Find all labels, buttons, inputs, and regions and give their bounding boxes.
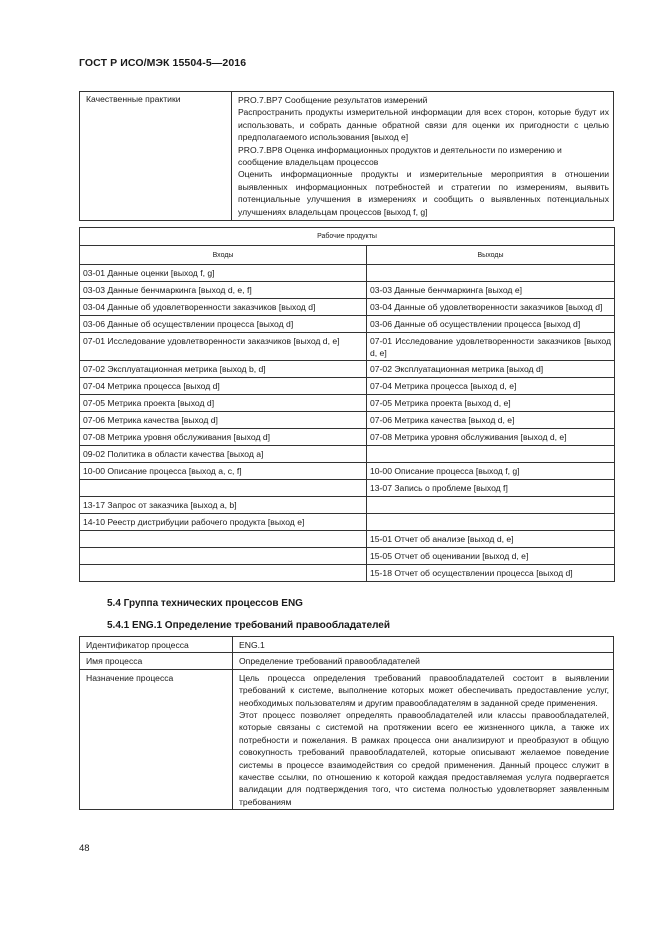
work-product-row [80, 316, 615, 333]
input-cell: 14-10 Реестр дистрибуции рабочего продукта [выход e] [80, 513, 367, 530]
work-product-row [80, 265, 615, 282]
input-cell: 13-17 Запрос от заказчика [выход a, b] [80, 496, 367, 513]
work-product-row [80, 394, 615, 411]
output-cell: 07-04 Метрика процесса [выход d, e] [367, 377, 615, 394]
input-cell: 07-05 Метрика проекта [выход d] [80, 394, 367, 411]
input-cell [80, 479, 367, 496]
practice-bp7-title: PRO.7.BP7 Сообщение результатов измерений [238, 95, 428, 105]
process-table [79, 636, 614, 810]
input-cell: 03-04 Данные об удовлетворенности заказчиков [выход d] [80, 299, 367, 316]
practice-bp7-text: Распространить продукты измерительной информации для всех сторон, которые будут их использовать, и собрать данные обратной связи для оценки их пригодности с целью предполагаемого использования [выход e] [238, 107, 609, 143]
work-product-row [80, 377, 615, 394]
practices-table [79, 91, 614, 221]
output-cell [367, 496, 615, 513]
work-products-caption: Рабочие продукты [80, 228, 615, 246]
process-name-label: Имя процесса [80, 653, 233, 669]
work-product-row [80, 530, 615, 547]
output-cell: 03-04 Данные об удовлетворенности заказчиков [выход d] [367, 299, 615, 316]
output-cell: 07-06 Метрика качества [выход d, e] [367, 411, 615, 428]
output-cell [367, 265, 615, 282]
work-product-row [80, 479, 615, 496]
document-header: ГОСТ Р ИСО/МЭК 15504-5—2016 [79, 57, 247, 69]
input-cell: 03-01 Данные оценки [выход f, g] [80, 265, 367, 282]
output-cell: 07-02 Эксплуатационная метрика [выход d] [367, 360, 615, 377]
output-cell: 07-05 Метрика проекта [выход d, e] [367, 394, 615, 411]
output-cell: 13-07 Запись о проблеме [выход f] [367, 479, 615, 496]
work-product-row [80, 411, 615, 428]
section-heading-5-4: 5.4 Группа технических процессов ENG [107, 598, 303, 609]
practices-content [232, 92, 614, 221]
process-name-value: Определение требований правообладателей [233, 653, 614, 669]
output-cell: 15-01 Отчет об анализе [выход d, e] [367, 530, 615, 547]
page-number: 48 [79, 843, 90, 854]
work-product-row [80, 513, 615, 530]
work-product-row [80, 462, 615, 479]
output-cell [367, 445, 615, 462]
input-cell [80, 564, 367, 581]
input-cell: 03-06 Данные об осуществлении процесса [выход d] [80, 316, 367, 333]
work-products-body [80, 265, 615, 582]
work-products-table [79, 227, 615, 582]
output-cell: 03-06 Данные об осуществлении процесса [выход d] [367, 316, 615, 333]
input-cell: 07-02 Эксплуатационная метрика [выход b, d] [80, 360, 367, 377]
work-product-row [80, 282, 615, 299]
practice-bp8-text: Оценить информационные продукты и измерительные мероприятия в отношении выявленных информационных потребностей и стратегии по измерениям, выявить потенциальные улучшения в измерениях и сообщить о выявленных потенциальных улучшениях владельцам процессов [выход f, g] [238, 169, 609, 217]
output-cell: 07-01 Исследование удовлетворенности заказчиков [выход d, e] [367, 333, 615, 361]
inputs-header: Входы [80, 246, 367, 265]
output-cell [367, 513, 615, 530]
practices-label: Качественные практики [80, 92, 232, 221]
input-cell: 07-08 Метрика уровня обслуживания [выход d] [80, 428, 367, 445]
work-product-row [80, 333, 615, 361]
output-cell: 10-00 Описание процесса [выход f, g] [367, 462, 615, 479]
work-product-row [80, 547, 615, 564]
process-purpose-content [233, 669, 614, 809]
work-product-row [80, 299, 615, 316]
input-cell: 07-06 Метрика качества [выход d] [80, 411, 367, 428]
outputs-header: Выходы [367, 246, 615, 265]
output-cell: 15-05 Отчет об оценивании [выход d, e] [367, 547, 615, 564]
output-cell: 03-03 Данные бенчмаркинга [выход e] [367, 282, 615, 299]
work-product-row [80, 428, 615, 445]
work-product-row [80, 445, 615, 462]
input-cell [80, 547, 367, 564]
input-cell: 07-04 Метрика процесса [выход d] [80, 377, 367, 394]
work-product-row [80, 496, 615, 513]
output-cell: 07-08 Метрика уровня обслуживания [выход d, e] [367, 428, 615, 445]
output-cell: 15-18 Отчет об осуществлении процесса [выход d] [367, 564, 615, 581]
input-cell [80, 530, 367, 547]
purpose-paragraph-2: Этот процесс позволяет определять правообладателей или классы правообладателей, которые связаны с системой на протяжении всего ее жизненного цикла, а также их потребности и пожелания. В рамках процесса они анализируют и преобразуют в общую совокупность требований правообладателей, которые описывают желаемое поведение системы в процессе взаимодействия со средой применения. Данный процесс служит в качестве ссылки, по отношению к которой каждая предоставляемая услуга подвергается валидации для подтверждения того, что система полностью удовлетворяет заявленным требованиям [239, 710, 609, 807]
input-cell: 10-00 Описание процесса [выход a, c, f] [80, 462, 367, 479]
work-product-row [80, 360, 615, 377]
input-cell: 03-03 Данные бенчмаркинга [выход d, e, f] [80, 282, 367, 299]
practice-bp8-title: PRO.7.BP8 Оценка информационных продуктов и деятельности по измерению и сообщение владельцам процессов [238, 144, 562, 168]
work-product-row [80, 564, 615, 581]
input-cell: 07-01 Исследование удовлетворенности заказчиков [выход d, e] [80, 333, 367, 361]
process-purpose-label: Назначение процесса [80, 669, 233, 809]
process-id-value: ENG.1 [233, 637, 614, 653]
input-cell: 09-02 Политика в области качества [выход a] [80, 445, 367, 462]
purpose-paragraph-1: Цель процесса определения требований правообладателей состоит в выявлении требований к системе, выполнение которых может обеспечивать предоставление услуг, необходимых пользователям и другим правообладателям в заданной среде применения. [239, 672, 609, 708]
process-id-label: Идентификатор процесса [80, 637, 233, 653]
section-heading-5-4-1: 5.4.1 ENG.1 Определение требований правообладателей [107, 620, 391, 631]
